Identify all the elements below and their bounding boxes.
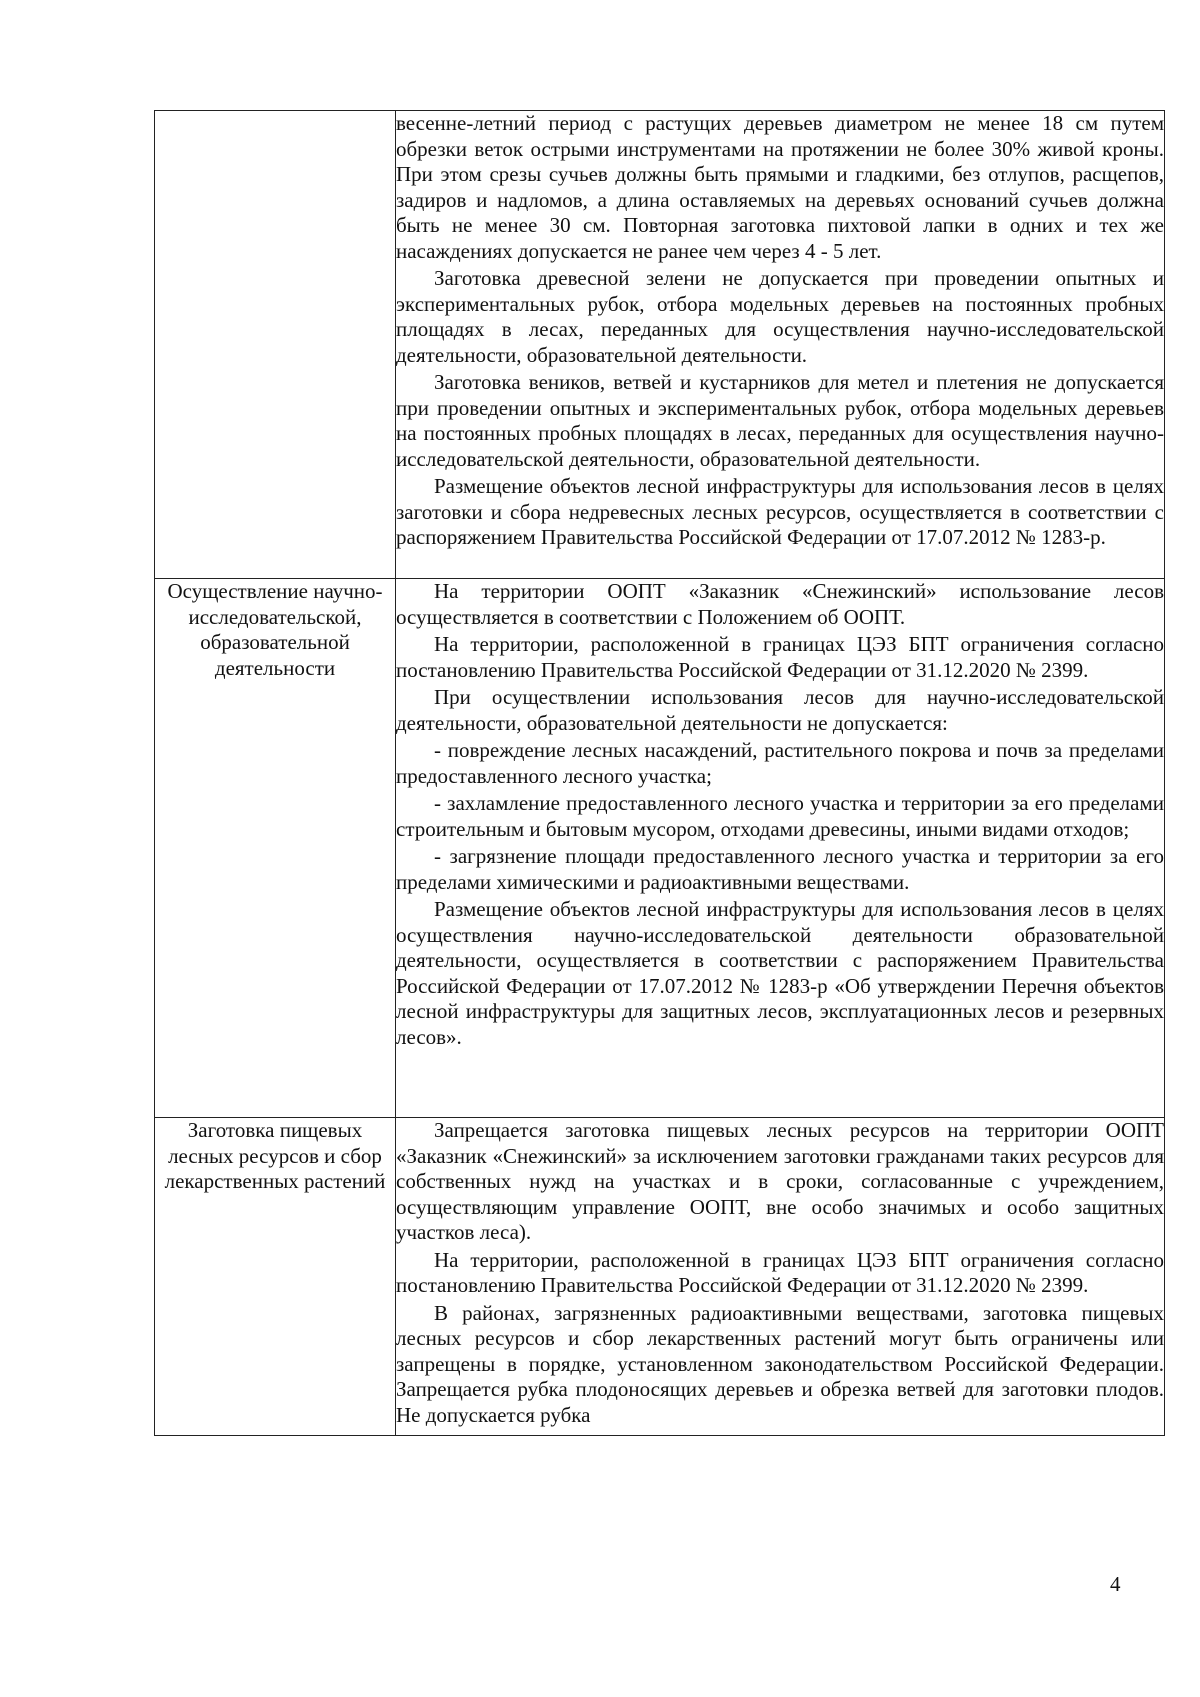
paragraph: весенне-летний период с растущих деревьев диаметром не менее 18 см путем обрезки веток острыми инструментами на протяжении не более 30% живой кроны. При этом срезы сучьев должны быть прямыми и гладкими, без отлупов, расщепов, задиров и надломов, а длина оставляемых на деревьях оснований сучьев должна быть не менее 30 см. Повторная заготовка пихтовой лапки в одних и тех же насаждениях допускается не ранее чем через 4 - 5 лет. [396, 111, 1164, 263]
activity-cell: Осуществление научно-исследовательской, образовательной деятельности [155, 579, 396, 1118]
paragraph: В районах, загрязненных радиоактивными веществами, заготовка пищевых лесных ресурсов и сбор лекарственных растений могут быть ограничены или запрещены в порядке, установленном законодательством Российской Федерации. Запрещается рубка плодоносящих деревьев и обрезка ветвей для заготовки плодов. Не допускается рубка [396, 1300, 1164, 1427]
regulation-cell [396, 579, 1165, 1118]
page-number: 4 [1110, 1572, 1121, 1596]
table-row [155, 579, 1165, 1118]
table-row [155, 111, 1165, 579]
regulation-cell [396, 1118, 1165, 1436]
paragraph: При осуществлении использования лесов для научно-исследовательской деятельности, образовательной деятельности не допускается: [396, 685, 1164, 735]
list-item: - повреждение лесных насаждений, растительного покрова и почв за пределами предоставленного лесного участка; [396, 738, 1164, 788]
activity-cell [155, 111, 396, 579]
paragraph: На территории, расположенной в границах ЦЭЗ БПТ ограничения согласно постановлению Правительства Российской Федерации от 31.12.2020 № 2399. [396, 1247, 1164, 1297]
list-item: - загрязнение площади предоставленного лесного участка и территории за его пределами химическими и радиоактивными веществами. [396, 844, 1164, 894]
paragraph: На территории, расположенной в границах ЦЭЗ БПТ ограничения согласно постановлению Правительства Российской Федерации от 31.12.2020 № 2399. [396, 632, 1164, 682]
paragraph: Заготовка веников, ветвей и кустарников для метел и плетения не допускается при проведении опытных и экспериментальных рубок, отбора модельных деревьев на постоянных пробных площадях в лесах, переданных для осуществления научно-исследовательской деятельности, образовательной деятельности. [396, 370, 1164, 471]
table-row [155, 1118, 1165, 1436]
regulation-cell [396, 111, 1165, 579]
activity-cell: Заготовка пищевых лесных ресурсов и сбор лекарственных растений [155, 1118, 396, 1436]
paragraph: Запрещается заготовка пищевых лесных ресурсов на территории ООПТ «Заказник «Снежинский» за исключением заготовки гражданами таких ресурсов для собственных нужд на участках и в сроки, согласованные с учреждением, осуществляющим управление ООПТ, вне особо значимых и особо защитных участков леса). [396, 1118, 1164, 1244]
paragraph: На территории ООПТ «Заказник «Снежинский» использование лесов осуществляется в соответствии с Положением об ООПТ. [396, 579, 1164, 629]
list-item: - захламление предоставленного лесного участка и территории за его пределами строительным и бытовым мусором, отходами древесины, иными видами отходов; [396, 791, 1164, 841]
regulations-table [154, 110, 1165, 1436]
paragraph: Размещение объектов лесной инфраструктуры для использования лесов в целях осуществления научно-исследовательской деятельности образовательной деятельности, осуществляется в соответствии с распоряжением Правительства Российской Федерации от 17.07.2012 № 1283-р «Об утверждении Перечня объектов лесной инфраструктуры для защитных лесов, эксплуатационных лесов и резервных лесов». [396, 897, 1164, 1049]
paragraph: Размещение объектов лесной инфраструктуры для использования лесов в целях заготовки и сбора недревесных лесных ресурсов, осуществляется в соответствии с распоряжением Правительства Российской Федерации от 17.07.2012 № 1283-р. [396, 474, 1164, 549]
paragraph: Заготовка древесной зелени не допускается при проведении опытных и экспериментальных рубок, отбора модельных деревьев на постоянных пробных площадях в лесах, переданных для осуществления научно-исследовательской деятельности, образовательной деятельности. [396, 266, 1164, 367]
